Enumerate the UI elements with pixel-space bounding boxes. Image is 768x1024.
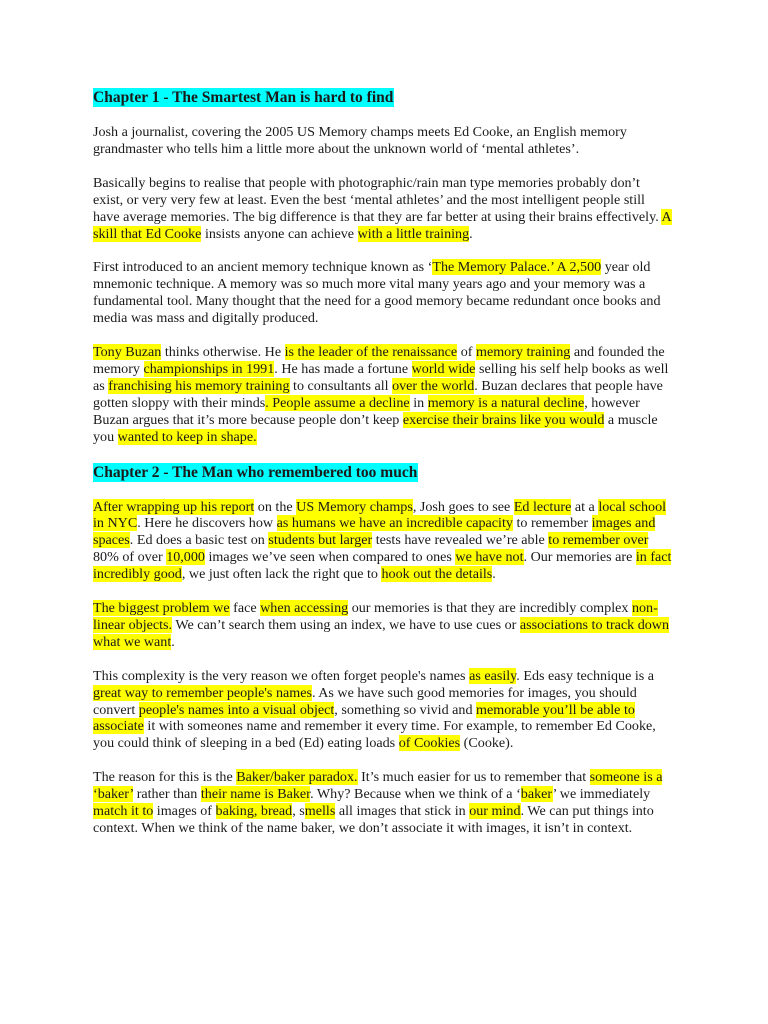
highlighted-text: local school in NYC xyxy=(93,498,667,532)
highlighted-text: match it to xyxy=(93,803,154,820)
highlighted-text: wanted to keep in shape. xyxy=(117,428,257,445)
highlighted-text: 10,000 xyxy=(166,549,205,566)
highlighted-text: images and spaces xyxy=(93,515,656,549)
highlighted-text: in fact incredibly good xyxy=(93,549,672,583)
highlighted-text: The Memory Palace.’ A 2,500 xyxy=(432,259,602,276)
highlighted-text: memory training xyxy=(475,344,571,361)
paragraph: Basically begins to realise that people with photographic/rain man type memories probably don’t exist, or very very few at least. Even the best ‘mental athletes’ and the most intelligent people still have average memories. The big difference is that they are far better at using their brains effectively. A skill that Ed Cooke insists anyone can achieve with a little training. xyxy=(93,174,672,242)
highlighted-text: we have not xyxy=(455,549,524,566)
highlighted-text: with a little training xyxy=(357,225,470,242)
highlighted-text: our mind xyxy=(469,803,521,820)
highlighted-text: students but larger xyxy=(268,532,373,549)
highlighted-text: world wide xyxy=(411,360,476,377)
paragraph: First introduced to an ancient memory technique known as ‘The Memory Palace.’ A 2,500 year old mnemonic technique. A memory was so much more vital many years ago and your memory was a fundamental tool. Many thought that the need for a good memory became redundant once books and media was mass and digitally produced. xyxy=(93,259,661,327)
highlighted-text: After wrapping up his report xyxy=(93,498,255,515)
highlighted-text: championships in 1991 xyxy=(143,360,275,377)
highlighted-text: baking, bread xyxy=(215,803,293,820)
highlighted-text: hook out the details xyxy=(381,566,493,583)
highlighted-text: over the world xyxy=(392,377,475,394)
chapter-2-heading xyxy=(93,463,768,482)
highlighted-text: as easily xyxy=(469,667,517,684)
highlighted-text: baker xyxy=(520,786,553,803)
highlighted-text: mells xyxy=(304,803,336,820)
paragraph: Tony Buzan thinks otherwise. He is the leader of the renaissance of memory training and founded the memory championships in 1991. He has made a fortune world wide selling his self help books as well as franchising his memory training to consultants all over the world. Buzan declares that people have gotten sloppy with their minds. People assume a decline in memory is a natural decline, however Buzan argues that it’s more because people don’t keep exercise their brains like you would a muscle you wanted to keep in shape. xyxy=(93,344,669,445)
chapter-1-heading-text: Chapter 1 - The Smartest Man is hard to find xyxy=(93,89,394,106)
highlighted-text: as humans we have an incredible capacity xyxy=(276,515,513,532)
highlighted-text: US Memory champs xyxy=(296,498,413,515)
paragraph: This complexity is the very reason we often forget people's names as easily. Eds easy technique is a great way to remember people's names. As we have such good memories for images, you should convert people's names into a visual object, something so vivid and memorable you’ll be able to associate it with someones name and remember it every time. For example, to remember Ed Cooke, you could think of sleeping in a bed (Ed) eating loads of Cookies (Cooke). xyxy=(93,667,656,752)
highlighted-text: The biggest problem we xyxy=(93,600,230,617)
highlighted-text: franchising his memory training xyxy=(108,377,290,394)
paragraph: Josh a journalist, covering the 2005 US Memory champs meets Ed Cooke, an English memory grandmaster who tells him a little more about the unknown world of ‘mental athletes’. xyxy=(93,124,627,157)
highlighted-text: is the leader of the renaissance xyxy=(284,344,458,361)
highlighted-text: Ed lecture xyxy=(513,498,572,515)
highlighted-text: exercise their brains like you would xyxy=(402,411,605,428)
chapter-1-heading xyxy=(93,88,768,107)
highlighted-text: their name is Baker xyxy=(200,786,311,803)
highlighted-text: A skill that Ed Cooke xyxy=(93,208,672,242)
highlighted-text: Baker/baker paradox. xyxy=(236,769,358,786)
highlighted-text: someone is a ‘baker’ xyxy=(93,769,663,803)
paragraph: The biggest problem we face when accessing our memories is that they are incredibly complex non-linear objects. We can’t search them using an index, we have to use cues or associations to track down what we want. xyxy=(93,600,670,650)
highlighted-text: memory is a natural decline xyxy=(427,394,585,411)
highlighted-text: memorable you’ll be able to associate xyxy=(93,701,635,735)
highlighted-text: of Cookies xyxy=(398,735,461,752)
chapter-2-heading-text: Chapter 2 - The Man who remembered too much xyxy=(93,463,418,481)
highlighted-text: . People assume a decline xyxy=(265,394,410,411)
highlighted-text: associations to track down what we want xyxy=(93,616,670,650)
highlighted-text: great way to remember people's names xyxy=(93,684,312,701)
highlighted-text: when accessing xyxy=(260,600,349,617)
highlighted-text: non-linear objects. xyxy=(93,600,658,633)
paragraph: The reason for this is the Baker/baker paradox. It’s much easier for us to remember that someone is a ‘baker’ rather than their name is Baker. Why? Because when we think of a ‘baker’ we immediately match it to images of baking, bread, smells all images that stick in our mind. We can put things into context. When we think of the name baker, we don’t associate it with images, it isn’t in context. xyxy=(93,769,663,836)
highlighted-text: to remember over xyxy=(548,532,649,549)
highlighted-text: people's names into a visual object xyxy=(138,701,335,718)
highlighted-text: Tony Buzan xyxy=(93,344,162,361)
paragraph: After wrapping up his report on the US Memory champs, Josh goes to see Ed lecture at a local school in NYC. Here he discovers how as humans we have an incredible capacity to remember images and spaces. Ed does a basic test on students but larger tests have revealed we’re able to remember over 80% of over 10,000 images we’ve seen when compared to ones we have not. Our memories are in fact incredibly good, we just often lack the right que to hook out the details. xyxy=(93,498,672,583)
